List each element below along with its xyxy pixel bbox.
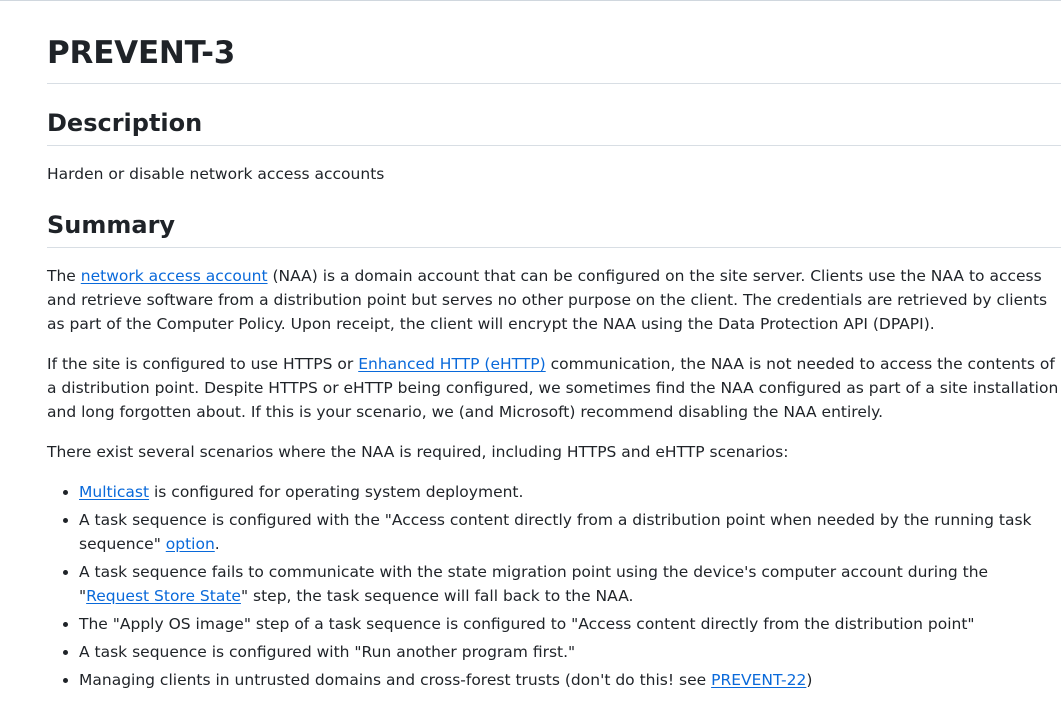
paragraph-text: The bbox=[47, 267, 81, 285]
summary-paragraph-naa bbox=[47, 264, 1059, 336]
request-store-state-link[interactable]: Request Store State bbox=[86, 587, 241, 605]
paragraph-text: (NAA) is a domain account that can be configured on the site server. Clients use the NAA to access and retrieve software from a distribution point but serves no other purpose on the client. The credentials are retrieved by clients as part of the Computer Policy. Upon receipt, the client will encrypt the NAA using the Data Protection API (DPAPI). bbox=[47, 267, 1048, 333]
item-text: " step, the task sequence will fall back to the NAA. bbox=[240, 587, 634, 605]
page-title: PREVENT-3 bbox=[47, 35, 236, 71]
list-item bbox=[79, 668, 1059, 692]
paragraph-text: If the site is configured to use HTTPS or bbox=[47, 355, 359, 373]
scenarios-intro: There exist several scenarios where the NAA is required, including HTTPS and eHTTP scenarios: bbox=[47, 443, 789, 461]
item-text: . bbox=[214, 535, 220, 553]
list-item bbox=[79, 612, 1059, 636]
summary-heading: Summary bbox=[47, 211, 176, 239]
item-text: Managing clients in untrusted domains and cross-forest trusts (don't do this! see bbox=[79, 671, 712, 689]
item-text: is configured for operating system deployment. bbox=[149, 483, 524, 501]
item-text: A task sequence is configured with "Run another program first." bbox=[79, 643, 576, 661]
paragraph-text: communication, the NAA is not needed to access the contents of a distribution point. Despite HTTPS or eHTTP being configured, we sometimes find the NAA configured as part of a site installation and long forgotten about. If this is your scenario, we (and Microsoft) recommend disabling the NAA entirely. bbox=[47, 355, 1059, 421]
item-text: The "Apply OS image" step of a task sequence is configured to "Access content directly from the distribution point" bbox=[79, 615, 975, 633]
description-divider bbox=[47, 145, 1061, 146]
multicast-link[interactable]: Multicast bbox=[79, 483, 150, 501]
enhanced-http-link[interactable]: Enhanced HTTP (eHTTP) bbox=[358, 355, 546, 373]
network-access-account-link[interactable]: network access account bbox=[80, 267, 268, 285]
list-item bbox=[79, 480, 1059, 504]
prevent-22-link[interactable]: PREVENT-22 bbox=[711, 671, 807, 689]
item-text: ) bbox=[806, 671, 813, 689]
list-item bbox=[79, 508, 1059, 556]
description-text: Harden or disable network access accounts bbox=[47, 165, 385, 183]
scenario-list bbox=[47, 480, 1059, 696]
item-text: A task sequence fails to communicate with the state migration point using the device's computer account during the " bbox=[79, 563, 989, 605]
list-item bbox=[79, 560, 1059, 608]
item-text: A task sequence is configured with the "Access content directly from a distribution point when needed by the running task sequence" bbox=[79, 511, 1032, 553]
summary-divider bbox=[47, 247, 1061, 248]
title-divider bbox=[47, 83, 1061, 84]
description-heading: Description bbox=[47, 109, 203, 137]
top-border bbox=[0, 0, 1061, 1]
summary-paragraph-https bbox=[47, 352, 1059, 424]
option-link[interactable]: option bbox=[165, 535, 215, 553]
list-item bbox=[79, 640, 1059, 664]
